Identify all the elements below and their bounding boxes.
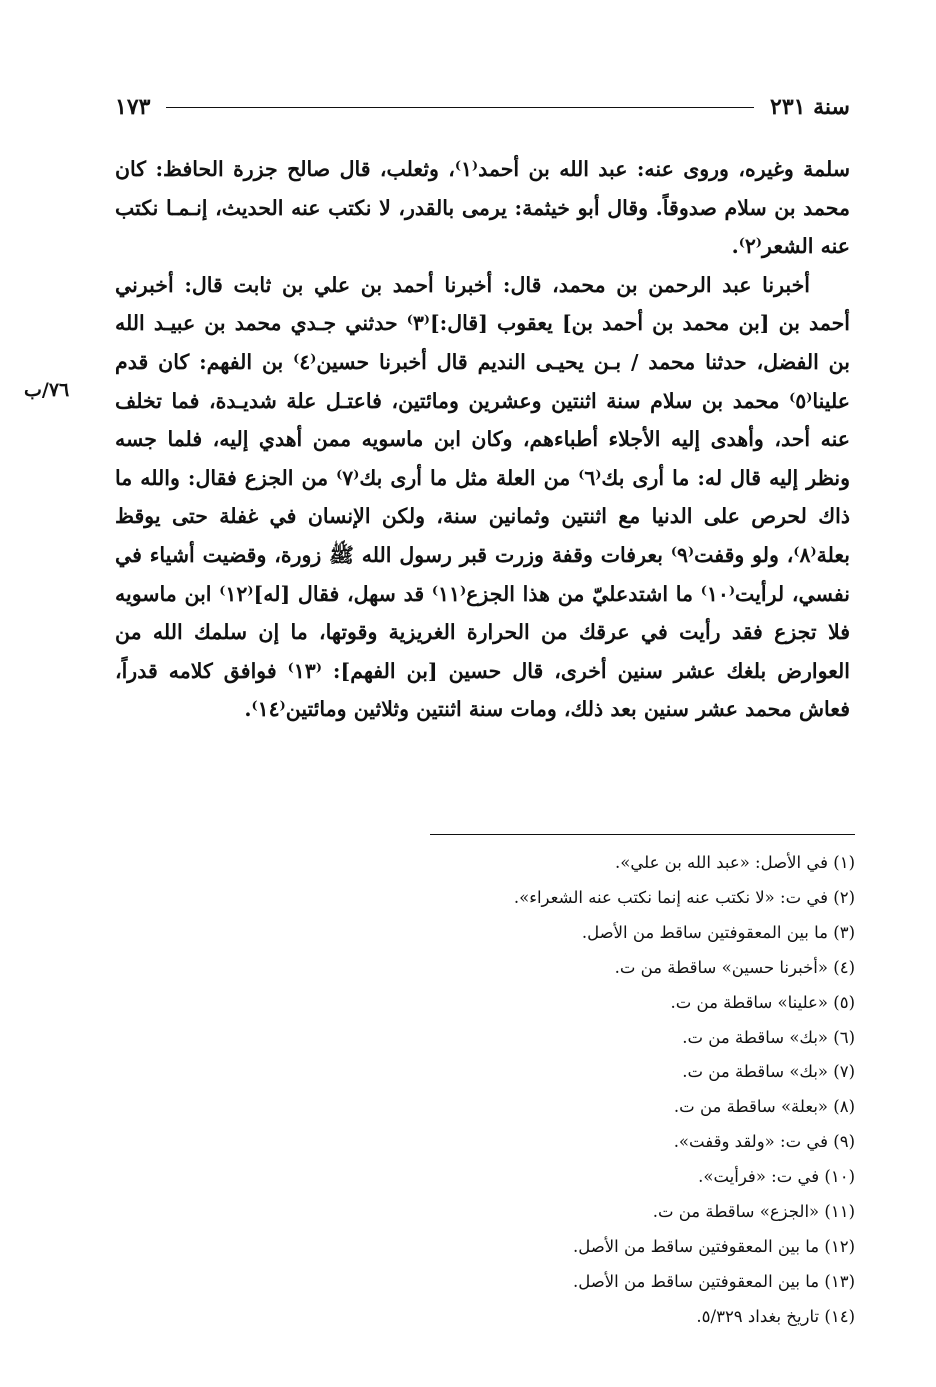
footnote-item: (٧) «بك» ساقطة من ت. xyxy=(682,1062,855,1082)
footnote-item: (١٣) ما بين المعقوفتين ساقط من الأصل. xyxy=(572,1271,855,1291)
running-header xyxy=(115,92,850,122)
page-number: ١٧٣ xyxy=(115,94,151,120)
footnotes-list xyxy=(115,846,855,1335)
paragraph-2: أخبرنا عبد الرحمن بن محمد، قال: أخبرنا أحمد بن علي بن ثابت قال: أخبرني أحمد بن [بن محمد بن أحمد بن] يعقوب [قال:]⁽٣⁾ حدثني جـدي محمد بن عبيـد الله بن الفضل، حدثنا محمد / بـن يحيـى النديم قال أخبرنا حسين⁽٤⁾ بن الفهم: كان قدم علينا⁽٥⁾ محمد بن سلام سنة اثنتين وعشرين ومائتين، فاعتـل علة شديـدة، فما تخلف عنه أحد، وأهدى إليه الأجلاء أطباءهم، وكان ابن ماسويه ممن أهدي إليه، فلما جسه ونظر إليه قال له: ما أرى بك⁽٦⁾ من العلة مثل ما أرى بك⁽٧⁾ من الجزع فقال: والله ما ذاك لحرص على الدنيا مع اثنتين وثمانين سنة، ولكن الإنسان في غفلة حتى يوقظ بعلة⁽٨⁾، ولو وقفت⁽٩⁾ بعرفات وقفة وزرت قبر رسول الله ﷺ زورة، وقضيت أشياء في نفسي، لرأيت⁽١٠⁾ ما اشتدعليّ من هذا الجزع⁽١١⁾ قد سهل، فقال [له]⁽١٢⁾ ابن ماسويه فلا تجزع فقد رأيت في عرقك من الحرارة الغريزية وقوتها، ما إن سلمك الله من العوارض بلغك عشر سنين أخرى، قال حسين [بن الفهم]: ⁽١٣⁾ فوافق كلامه قدراً، فعاش محمد عشر سنين بعد ذلك، ومات سنة اثنتين وثلاثين ومائتين⁽١٤⁾. xyxy=(115,272,851,722)
footnote-item: (١٠) في ت: «فرأيت». xyxy=(698,1167,855,1187)
footnote-item: (٨) «بعلة» ساقطة من ت. xyxy=(673,1097,855,1117)
footnote-item: (١٢) ما بين المعقوفتين ساقط من الأصل. xyxy=(572,1236,855,1256)
footnote-item: (٢) في ت: «لا نكتب عنه إنما نكتب عنه الشعراء». xyxy=(513,887,855,907)
running-header-year: سنة ٢٣١ xyxy=(770,94,850,120)
footnote-item: (٦) «بك» ساقطة من ت. xyxy=(682,1027,855,1047)
footnote-item: (١) في الأصل: «عبد الله بن علي». xyxy=(615,853,855,872)
footnote-item: (٥) «علينا» ساقطة من ت. xyxy=(670,992,855,1012)
footnote-item: (٩) في ت: «ولقد وقفت». xyxy=(673,1132,855,1152)
footnote-item: (١٤) تاريخ بغداد ٥/٣٢٩. xyxy=(696,1306,855,1326)
footnote-item: (٣) ما بين المعقوفتين ساقط من الأصل. xyxy=(581,922,855,942)
footnote-rule xyxy=(430,834,855,835)
header-rule xyxy=(166,107,754,108)
paragraph-1: سلمة وغيره، وروى عنه: عبد الله بن أحمد⁽١⁾، وثعلب، قال صالح جزرة الحافظ: كان محمد بن سلام صدوقاً. وقال أبو خيثمة: يرمى بالقدر، لا نكتب عنه الحديث، إنـمـا نكتب عنه الشعر⁽٢⁾. xyxy=(115,157,850,259)
manuscript-folio-mark: ٧٦/ب xyxy=(24,379,70,401)
main-text xyxy=(115,150,850,729)
footnote-item: (١١) «الجزع» ساقطة من ت. xyxy=(652,1202,855,1222)
footnote-item: (٤) «أخبرنا حسين» ساقطة من ت. xyxy=(614,957,855,977)
